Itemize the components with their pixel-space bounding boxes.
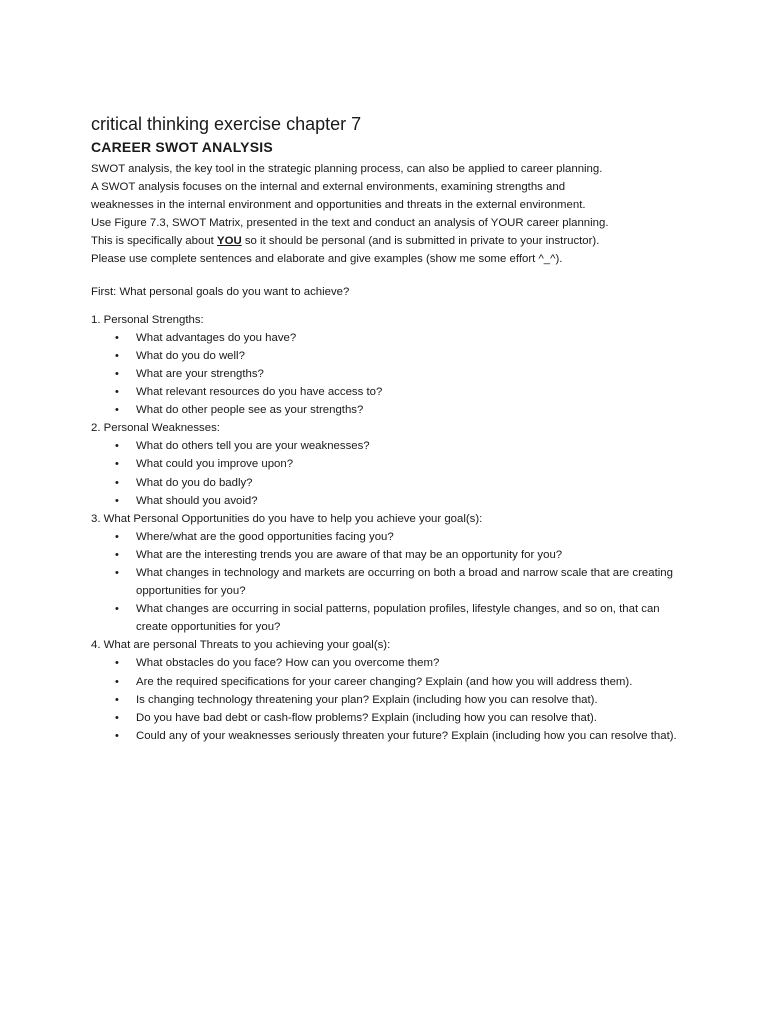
list-item-text: What could you improve upon? (136, 458, 294, 471)
intro-line: A SWOT analysis focuses on the internal and external environments, examining strengths and (91, 181, 566, 194)
list-item-text: Do you have bad debt or cash-flow problems? Explain (including how you can resolve that). (136, 711, 597, 724)
list-item (91, 492, 691, 510)
section-heading: CAREER SWOT ANALYSIS (91, 139, 273, 155)
bullet-icon: • (115, 404, 119, 417)
list-item-text: What do you do badly? (136, 476, 253, 489)
section-label: 3. What Personal Opportunities do you have to help you achieve your goal(s): (91, 512, 483, 525)
bullet-icon: • (115, 530, 119, 543)
list-item-text: Are the required specifications for your career changing? Explain (and how you will address them). (136, 675, 633, 688)
bullet-icon: • (115, 675, 119, 688)
bullet-icon: • (115, 367, 119, 380)
list-item-text: What should you avoid? (136, 494, 258, 507)
list-item (91, 528, 691, 546)
list-item (91, 709, 691, 727)
list-item-text: What changes are occurring in social patterns, population profiles, lifestyle changes, and so on, that can create opportunities for you? (136, 603, 660, 634)
list-item-text: What advantages do you have? (136, 331, 297, 344)
list-item (91, 727, 691, 745)
intro-line: Use Figure 7.3, SWOT Matrix, presented in the text and conduct an analysis of YOUR career planning. (91, 217, 609, 230)
list-item (91, 654, 691, 672)
list-item-text: What do others tell you are your weaknesses? (136, 440, 370, 453)
bullet-icon: • (115, 476, 119, 489)
list-item (91, 474, 691, 492)
list-item (91, 347, 691, 365)
bullet-list (91, 437, 691, 509)
bullet-icon: • (115, 729, 119, 742)
section-label: 2. Personal Weaknesses: (91, 422, 220, 435)
list-item (91, 383, 691, 401)
intro-line (91, 232, 691, 250)
document-title: critical thinking exercise chapter 7 (91, 114, 362, 134)
list-item-text: Where/what are the good opportunities facing you? (136, 530, 394, 543)
list-item-text: What are your strengths? (136, 367, 264, 380)
list-item (91, 365, 691, 383)
bullet-icon: • (115, 548, 119, 561)
list-item (91, 691, 691, 709)
bullet-list (91, 528, 691, 637)
bullet-icon: • (115, 386, 119, 399)
bullet-icon: • (115, 494, 119, 507)
intro-text: so it should be personal (and is submitted in private to your instructor). (241, 235, 600, 248)
intro-text: This is specifically about (91, 235, 217, 248)
list-item-text: What obstacles do you face? How can you overcome them? (136, 657, 440, 670)
list-item-text: Is changing technology threatening your plan? Explain (including how you can resolve that). (136, 693, 598, 706)
bullet-list (91, 654, 691, 744)
list-item-text: What do other people see as your strengths? (136, 404, 364, 417)
bullet-icon: • (115, 711, 119, 724)
list-item-text: What do you do well? (136, 349, 245, 362)
list-item (91, 401, 691, 419)
list-item (91, 546, 691, 564)
bullet-icon: • (115, 440, 119, 453)
bullet-icon: • (115, 603, 119, 616)
list-item (91, 564, 691, 600)
list-item (91, 329, 691, 347)
document-content (91, 112, 691, 745)
list-item-text: What changes in technology and markets are occurring on both a broad and narrow scale that are creating opportunities for you? (136, 566, 673, 598)
bullet-icon: • (115, 331, 119, 344)
bullet-icon: • (115, 657, 119, 670)
list-item-text: What relevant resources do you have access to? (136, 386, 383, 399)
intro-line: Please use complete sentences and elaborate and give examples (show me some effort ^_^). (91, 253, 563, 266)
intro-line: SWOT analysis, the key tool in the strategic planning process, can also be applied to career planning. (91, 163, 603, 175)
list-item (91, 455, 691, 473)
first-question: First: What personal goals do you want to achieve? (91, 285, 350, 298)
list-item (91, 437, 691, 455)
intro-paragraph (91, 160, 691, 269)
intro-line: weaknesses in the internal environment and opportunities and threats in the external environment. (91, 199, 586, 212)
list-item-text: What are the interesting trends you are aware of that may be an opportunity for you? (136, 548, 563, 561)
list-item (91, 673, 691, 691)
bullet-icon: • (115, 458, 119, 471)
questions-list (91, 311, 691, 745)
bullet-icon: • (115, 349, 119, 362)
section-label: 4. What are personal Threats to you achieving your goal(s): (91, 639, 391, 652)
bullet-icon: • (115, 693, 119, 706)
list-item (91, 600, 691, 636)
emphasis-you: YOU (216, 235, 242, 248)
bullet-list (91, 329, 691, 419)
bullet-icon: • (115, 566, 119, 579)
section-label: 1. Personal Strengths: (91, 313, 204, 326)
list-item-text: Could any of your weaknesses seriously threaten your future? Explain (including how you can resolve that). (136, 729, 677, 742)
